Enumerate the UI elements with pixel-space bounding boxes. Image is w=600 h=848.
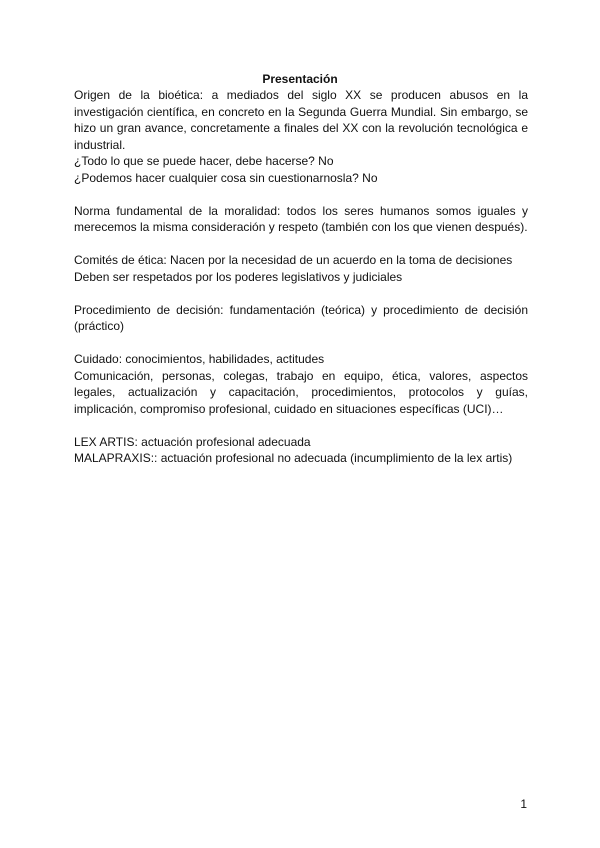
paragraph-question-2: ¿Podemos hacer cualquier cosa sin cuestionarnosla? No: [74, 170, 378, 185]
document-body: [74, 87, 528, 467]
paragraph-comites: Comités de ética: Nacen por la necesidad de un acuerdo en la toma de decisiones: [74, 253, 513, 267]
page-title: Presentación: [262, 72, 338, 86]
paragraph-respetados: Deben ser respetados por los poderes legislativos y judiciales: [74, 269, 403, 284]
page-number: 1: [520, 797, 527, 811]
paragraph-procedimiento: Procedimiento de decisión: fundamentación (teórica) y procedimiento de decisión (práctico): [74, 302, 528, 333]
paragraph-question-1: ¿Todo lo que se puede hacer, debe hacerse? No: [74, 154, 334, 168]
paragraph-origin: Origen de la bioética: a mediados del siglo XX se producen abusos en la investigación científica, en concreto en la Segunda Guerra Mundial. Sin embargo, se hizo un gran avance, concretamente a finales del XX con la revolución tecnológica e industrial.: [74, 88, 528, 152]
paragraph-comunicacion: Comunicación, personas, colegas, trabajo en equipo, ética, valores, aspectos legales, actualización y capacitación, procedimientos, protocolos y guías, implicación, compromiso profesional, cuidado en situaciones específicas (UCI)…: [74, 368, 528, 416]
paragraph-norma: Norma fundamental de la moralidad: todos los seres humanos somos iguales y merecemos la misma consideración y respeto (también con los que vienen después).: [74, 203, 528, 234]
paragraph-cuidado: Cuidado: conocimientos, habilidades, actitudes: [74, 352, 325, 366]
paragraph-lex-artis: LEX ARTIS: actuación profesional adecuada: [74, 434, 311, 449]
paragraph-malapraxis: MALAPRAXIS:: actuación profesional no adecuada (incumplimiento de la lex artis): [74, 451, 513, 465]
